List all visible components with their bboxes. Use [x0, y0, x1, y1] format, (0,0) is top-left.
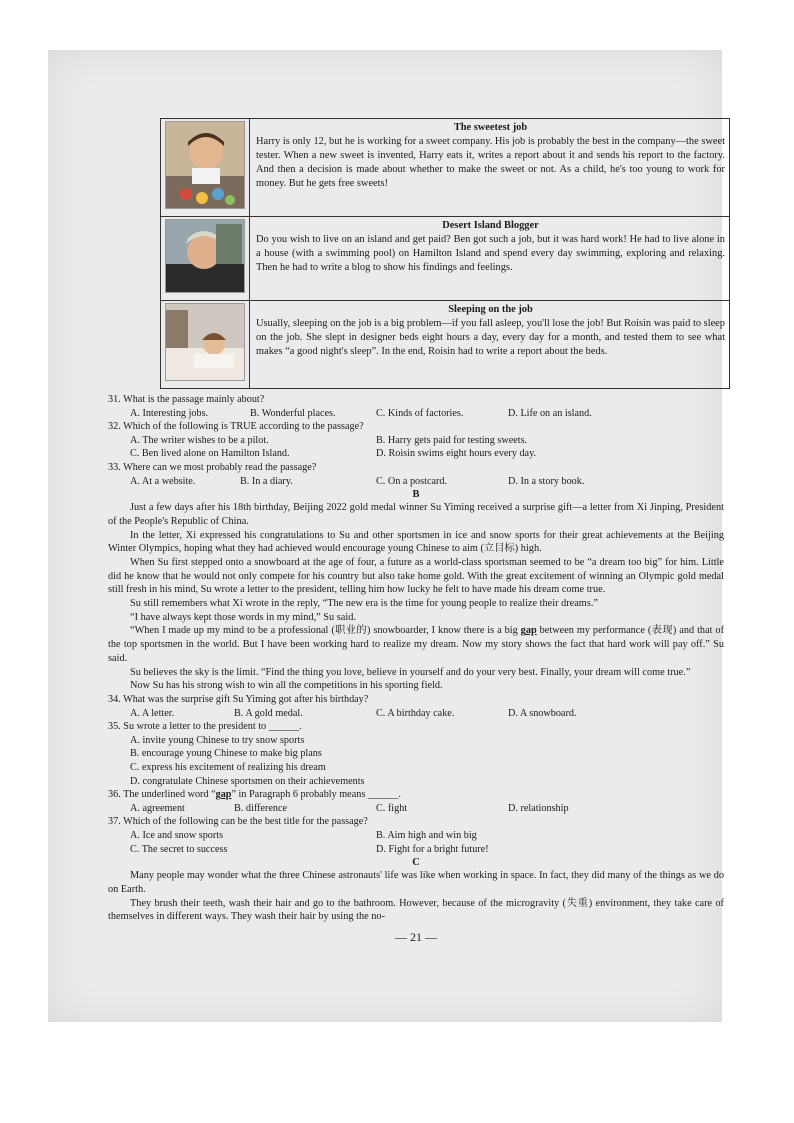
- paragraph: They brush their teeth, wash their hair and go to the bathroom. However, because of the microgravity (失重) environment, they take care of themselves in different ways. They wash their hair by using the no-: [108, 897, 724, 923]
- job-description: [250, 301, 730, 389]
- job-title: The sweetest job: [453, 122, 528, 133]
- question-36: [108, 788, 724, 802]
- option-b[interactable]: B. Harry gets paid for testing sweets.: [376, 434, 528, 446]
- paragraph: In the letter, Xi expressed his congratulations to Su and other sportsmen in ice and snow sports for their great achievements at the Beijing Winter Olympics, hoping what they had achieved would encourage young Chinese to aim (立目标) high.: [108, 529, 724, 555]
- option-d[interactable]: D. relationship: [508, 802, 569, 814]
- option-a[interactable]: A. At a website.: [130, 475, 196, 487]
- photo-cell: [161, 301, 250, 389]
- woman-bed-photo: [165, 303, 245, 381]
- option-a[interactable]: A. A letter.: [130, 707, 175, 719]
- boy-photo: [165, 121, 245, 209]
- text: ” in Paragraph 6 probably means ______.: [231, 789, 401, 801]
- option-c[interactable]: C. The secret to success: [130, 843, 228, 855]
- paragraph: Just a few days after his 18th birthday, Beijing 2022 gold medal winner Su Yiming received a surprise gift—a letter from Xi Jinping, President of the People's Republic of China.: [108, 502, 724, 527]
- option-c[interactable]: C. Ben lived alone on Hamilton Island.: [130, 448, 290, 460]
- options-31: [108, 407, 724, 421]
- options-32: [108, 434, 724, 461]
- paragraph-with-gap: [108, 624, 724, 665]
- job-text: Do you wish to live on an island and get paid? Ben got such a job, but it was hard work! He had to live alone in a house (with a swimming pool) on Hamilton Island and spend every day swimming, exploring and relaxing. Then he had to write a blog to show his findings and feelings.: [256, 234, 725, 273]
- text: gap: [215, 789, 232, 801]
- paragraph: When Su first stepped onto a snowboard at the age of four, a future as a world-class sportsman seemed to be “a dream too big” for him. Little did he know that he would not only compete for his country but also take home gold. With the great excitement of winning an Olympic gold medal still fresh in his mind, Su wrote a letter to the president, telling him how lucky he felt to have made his dream come true.: [108, 556, 724, 596]
- text: “When I made up my mind to be a professional (职业的) snowboarder, I know there is a big: [130, 625, 521, 637]
- option-c[interactable]: C. On a postcard.: [376, 475, 448, 487]
- jobs-table: [160, 118, 730, 389]
- text: between my performance (表现) and that of the top sportsmen in the world. But I have been working hard to realize my dream. Now my story shows the fact that hard work will pay off.” Su said.: [108, 625, 725, 664]
- paragraph: Su still remembers what Xi wrote in the reply, “The new era is the time for young people to realize their dreams.”: [130, 598, 598, 610]
- job-title: Desert Island Blogger: [442, 220, 539, 231]
- option-b[interactable]: B. In a diary.: [240, 475, 293, 487]
- option-d[interactable]: D. Roisin swims eight hours every day.: [376, 448, 537, 460]
- job-description: [250, 119, 730, 217]
- job-row: [161, 217, 730, 301]
- question-37: 37. Which of the following can be the best title for the passage?: [108, 816, 368, 828]
- question-34: 34. What was the surprise gift Su Yiming got after his birthday?: [108, 694, 369, 705]
- option-d[interactable]: D. congratulate Chinese sportsmen on their achievements: [130, 775, 365, 787]
- option-b[interactable]: B. Aim high and win big: [376, 829, 477, 841]
- question-31: 31. What is the passage mainly about?: [108, 394, 265, 405]
- job-text: Usually, sleeping on the job is a big problem—if you fall asleep, you'll lose the job! But Roisin was paid to sleep on the job. She slept in designer beds eight hours a day, every day for a month, and tested them to see what makes “a good night's sleep”. In the end, Roisin had to write a report about the beds.: [256, 318, 725, 357]
- page-sheet: [48, 50, 725, 1022]
- option-b[interactable]: B. Wonderful places.: [250, 407, 336, 419]
- option-a[interactable]: A. The writer wishes to be a pilot.: [130, 434, 269, 446]
- job-row: [161, 301, 730, 389]
- option-d[interactable]: D. Fight for a bright future!: [376, 843, 489, 855]
- page-content: [108, 118, 724, 945]
- option-a[interactable]: A. Ice and snow sports: [130, 829, 224, 841]
- option-d[interactable]: D. Life on an island.: [508, 407, 592, 419]
- paragraph: Now Su has his strong wish to win all the competitions in his sporting field.: [130, 680, 443, 692]
- option-b[interactable]: B. difference: [234, 802, 287, 814]
- question-32: 32. Which of the following is TRUE according to the passage?: [108, 421, 364, 433]
- job-title: Sleeping on the job: [448, 304, 533, 315]
- question-35: 35. Su wrote a letter to the president to ______.: [108, 721, 302, 733]
- options-37: [108, 829, 724, 856]
- question-33: 33. Where can we most probably read the passage?: [108, 461, 317, 473]
- option-d[interactable]: D. A snowboard.: [508, 707, 577, 719]
- section-b-heading: B: [412, 489, 420, 501]
- photo-cell: [161, 119, 250, 217]
- option-c[interactable]: C. Kinds of factories.: [376, 407, 464, 419]
- paragraph: Many people may wonder what the three Chinese astronauts' life was like when working in space. In fact, they did many of the things as we do on Earth.: [108, 870, 724, 895]
- paragraph: Su believes the sky is the limit. “Find the thing you love, believe in yourself and do your very best. Finally, your dream will come true.”: [130, 666, 691, 678]
- job-description: [250, 217, 730, 301]
- man-photo: [165, 219, 245, 293]
- options-34: [108, 707, 724, 721]
- option-a[interactable]: A. Interesting jobs.: [130, 407, 209, 419]
- underlined-word: gap: [520, 625, 537, 637]
- page-number: — 21 —: [395, 929, 437, 944]
- section-c-heading: C: [412, 857, 420, 869]
- underlined-word: [216, 789, 232, 800]
- option-b[interactable]: B. encourage young Chinese to make big plans: [130, 748, 322, 760]
- option-c[interactable]: C. fight: [376, 802, 408, 814]
- job-row: [161, 119, 730, 217]
- paragraph: “I have always kept those words in my mind,” Su said.: [130, 611, 356, 623]
- option-a[interactable]: A. invite young Chinese to try snow sports: [130, 734, 305, 746]
- photo-cell: [161, 217, 250, 301]
- job-text: Harry is only 12, but he is working for a sweet company. His job is probably the best in the company—the sweet tester. When a new sweet is invented, Harry eats it, writes a report about it and sends his report to the factory. And then a decision is made about whether to make the sweet or not. As a child, he's too young to work for money. But he gets free sweets!: [256, 136, 725, 189]
- options-36: [108, 802, 724, 816]
- text: 36. The underlined word “: [108, 789, 216, 801]
- option-d[interactable]: D. In a story book.: [508, 475, 585, 487]
- option-b[interactable]: B. A gold medal.: [234, 707, 303, 719]
- option-a[interactable]: A. agreement: [130, 802, 185, 814]
- option-c[interactable]: C. A birthday cake.: [376, 707, 455, 719]
- options-33: [108, 475, 724, 489]
- option-c[interactable]: C. express his excitement of realizing his dream: [130, 761, 326, 773]
